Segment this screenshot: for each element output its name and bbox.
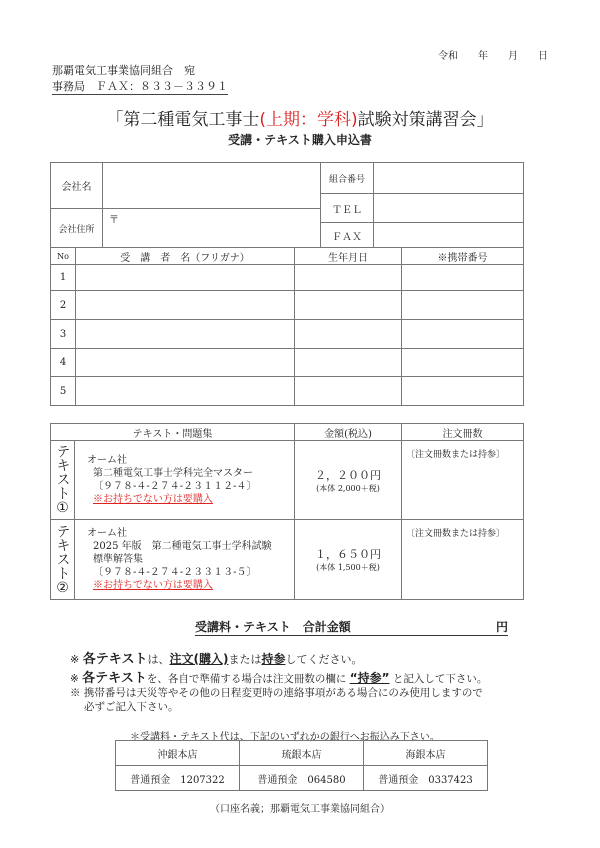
note-1: ※ 各テキストは、注文(購入)または持参してください。 [70, 652, 363, 667]
row-no: 4 [51, 349, 76, 377]
office-fax: 事務局 ＦＡＸ：８３３－３３９１ [52, 80, 228, 93]
qty-field[interactable] [402, 520, 524, 600]
text-row [51, 441, 524, 520]
bank-name: 琉銀本店 [240, 741, 364, 766]
header-name: 受 講 者 名（フリガナ） [76, 248, 295, 265]
name-field[interactable] [76, 291, 295, 320]
note-2: ※ 各テキストを、各自で準備する場合は注文冊数の欄に “持参” と記入して下さい。 [70, 671, 488, 686]
table-row [51, 265, 524, 291]
price-detail: (本体 1,500＋税) [316, 563, 380, 572]
text-table [50, 423, 524, 600]
title-prefix: 「第二種電気工事士 [106, 110, 260, 130]
page-subtitle: 受講・テキスト購入申込書 [228, 133, 372, 147]
total-unit: 円 [495, 620, 508, 634]
bank-note: ＊受講料・テキスト代は、下記のいずれかの銀行へお振込み下さい。 [130, 732, 440, 743]
header-text: テキスト・問題集 [51, 424, 295, 441]
date-line: 令和 年 月 日 [438, 51, 548, 62]
company-name-field[interactable] [103, 163, 321, 209]
note-3: ※ 携帯番号は天災等やその他の日程変更時の連絡事項がある場合にのみ使用しますので 必ずご記入下さい。 [70, 687, 483, 713]
table-row [51, 291, 524, 320]
row-no: 2 [51, 291, 76, 320]
isbn: 〔９７８-４-２７４-２３３１３-５〕 [93, 567, 257, 578]
birth-field[interactable] [295, 291, 402, 320]
bank-account: 普通預金 064580 [240, 766, 364, 791]
purchase-warning: ※お持ちでない方は要購入 [93, 494, 213, 505]
bank-name: 海銀本店 [364, 741, 488, 766]
publisher: オーム社 [87, 528, 127, 539]
bank-name: 沖銀本店 [116, 741, 240, 766]
bank-account: 普通預金 0337423 [364, 766, 488, 791]
header-qty: 注文冊数 [402, 424, 524, 441]
phone-field[interactable] [402, 291, 524, 320]
row-no: 3 [51, 320, 76, 349]
birth-field[interactable] [295, 320, 402, 349]
publisher: オーム社 [87, 455, 127, 466]
price: １，６５０円 [315, 548, 381, 561]
isbn: 〔９７８-４-２７４-２３１１２-４〕 [93, 481, 257, 492]
price: ２，２００円 [315, 468, 381, 482]
text-row [51, 520, 524, 600]
page-title [0, 105, 600, 130]
row-no: 5 [51, 377, 76, 406]
company-address-field[interactable] [103, 209, 321, 248]
postal-mark: 〒 [109, 215, 119, 226]
tel-field[interactable] [374, 194, 524, 223]
total-amount-line[interactable] [195, 618, 508, 636]
name-field[interactable] [76, 377, 295, 406]
union-no-field[interactable] [374, 163, 524, 194]
name-field[interactable] [76, 349, 295, 377]
table-row [51, 377, 524, 406]
company-table [50, 162, 524, 248]
total-label: 受講料・テキスト 合計金額 [195, 620, 351, 634]
phone-field[interactable] [402, 377, 524, 406]
book-title: 第二種電気工事士学科完全マスター [93, 468, 253, 479]
row-no: 1 [51, 265, 76, 291]
book-title-2: 標準解答集 [93, 554, 143, 565]
bank-account: 普通預金 1207322 [116, 766, 240, 791]
company-name-label: 会社名 [51, 163, 103, 209]
book-title: 2025 年版 第二種電気工事士学科試験 [93, 541, 272, 552]
account-holder: （口座名義；那覇電気工事業協同組合） [210, 804, 390, 815]
qty-hint: 〔注文冊数または持参〕 [406, 529, 506, 539]
table-row [51, 349, 524, 377]
tel-label: ＴＥＬ [321, 194, 374, 223]
union-no-label: 組合番号 [321, 163, 374, 194]
title-highlight: (上期：学科) [259, 110, 358, 130]
text-label: テキスト② [51, 520, 75, 600]
bank-table [115, 740, 488, 791]
company-address-label: 会社住所 [51, 209, 103, 248]
phone-field[interactable] [402, 349, 524, 377]
header-price: 金額(税込) [295, 424, 402, 441]
phone-field[interactable] [402, 320, 524, 349]
qty-field[interactable] [402, 441, 524, 520]
fax-field[interactable] [374, 223, 524, 248]
birth-field[interactable] [295, 349, 402, 377]
purchase-warning: ※お持ちでない方は要購入 [93, 580, 213, 591]
header-no: No [51, 248, 76, 265]
header-birth: 生年月日 [295, 248, 402, 265]
phone-field[interactable] [402, 265, 524, 291]
attendee-table [50, 247, 524, 406]
table-row [51, 320, 524, 349]
price-detail: (本体 2,000＋税) [316, 483, 380, 493]
addressee: 那覇電気工事業協同組合 宛 [52, 64, 195, 77]
header-phone: ※携帯番号 [402, 248, 524, 265]
qty-hint: 〔注文冊数または持参〕 [406, 450, 506, 460]
text-label: テキスト① [51, 441, 75, 520]
name-field[interactable] [76, 320, 295, 349]
title-suffix: 試験対策講習会」 [357, 110, 494, 130]
name-field[interactable] [76, 265, 295, 291]
birth-field[interactable] [295, 265, 402, 291]
birth-field[interactable] [295, 377, 402, 406]
fax-label: ＦＡＸ [321, 223, 374, 248]
